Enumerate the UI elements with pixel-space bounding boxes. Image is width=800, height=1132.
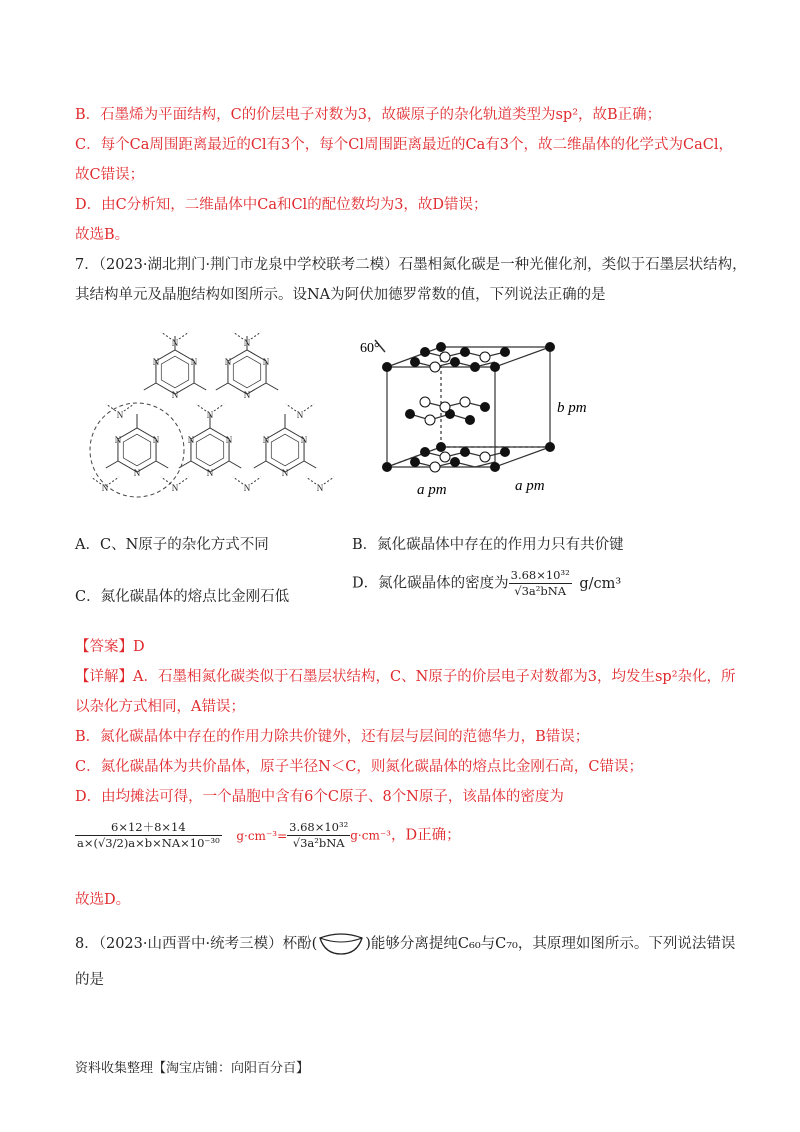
nitrogen-atom-label: N xyxy=(101,483,109,493)
detail-d-line: D．由均摊法可得，一个晶胞中含有6个C原子、8个N原子，该晶体的密度为 xyxy=(75,789,564,805)
choose-d-line: 故选D。 xyxy=(75,892,131,908)
carbon-atom xyxy=(410,357,420,367)
nitrogen-atom-label: N xyxy=(114,435,122,445)
option-d-fraction xyxy=(509,568,572,599)
b-length-label: b pm xyxy=(557,400,587,416)
nitrogen-atom xyxy=(460,397,470,407)
bridge-bond xyxy=(304,461,316,468)
carbon-atom xyxy=(460,447,470,457)
formula-fraction-2 xyxy=(287,820,350,851)
dangling-bond xyxy=(251,477,261,484)
nitrogen-atom-label: N xyxy=(262,435,270,445)
nitrogen-atom-label: N xyxy=(171,390,179,400)
unit-cell-figure xyxy=(355,322,615,502)
calixarene-bowl-icon xyxy=(317,932,365,956)
nitrogen-atom-label: N xyxy=(206,410,214,420)
detail-b-line: B．氮化碳晶体中存在的作用力除共价键外，还有层与层间的范德华力，B错误； xyxy=(75,729,590,745)
a-length-label-1: a pm xyxy=(417,482,447,498)
formula-denominator-1: a×(√3/2)a×b×NA×10⁻³⁰ xyxy=(77,836,220,850)
nitrogen-atom-label: N xyxy=(316,483,324,493)
triazine-inner-bond xyxy=(123,434,150,466)
question-8-line-2: 的是 xyxy=(75,972,104,988)
option-d-unit: g/cm³ xyxy=(579,575,622,592)
carbon-atom xyxy=(545,442,555,452)
nitrogen-atom-label: N xyxy=(225,435,233,445)
nitrogen-atom xyxy=(440,352,450,362)
triazine-ring xyxy=(118,428,156,472)
dangling-bond xyxy=(214,404,224,411)
dangling-bond xyxy=(179,332,189,339)
carbon-atom xyxy=(500,447,510,457)
formula-unit-1: g·cm⁻³= xyxy=(236,828,288,843)
carbon-atom xyxy=(420,347,430,357)
detail-line-1: 【详解】A．石墨相氮化碳类似于石墨层状结构，C、N原子的价层电子对数都为3，均发生sp²杂化，所 xyxy=(75,669,736,685)
nitrogen-atom-label: N xyxy=(152,435,160,445)
option-d xyxy=(352,568,621,599)
dangling-bond xyxy=(306,477,316,484)
nitrogen-atom-label: N xyxy=(171,338,179,348)
nitrogen-atom-label: N xyxy=(262,357,270,367)
nitrogen-atom-label: N xyxy=(190,357,198,367)
density-formula xyxy=(75,820,461,870)
carbon-atom xyxy=(470,362,480,372)
question-8-part-a: 8．（2023·山西晋中·统考三模）杯酚( xyxy=(75,936,318,952)
answer-label: 【答案】D xyxy=(75,639,145,655)
option-b: B．氮化碳晶体中存在的作用力只有共价键 xyxy=(352,537,624,553)
formula-tail: ，D正确； xyxy=(390,827,461,844)
angle-label: 60° xyxy=(360,341,380,356)
dangling-bond xyxy=(196,404,206,411)
carbon-atom xyxy=(382,362,392,372)
carbon-atom xyxy=(450,457,460,467)
nitrogen-atom-label: N xyxy=(243,483,251,493)
formula-unit-2: g·cm⁻³ xyxy=(350,828,391,843)
nitrogen-atom xyxy=(420,397,430,407)
answer-c-line-2: 故C错误； xyxy=(75,167,145,183)
dangling-bond xyxy=(124,404,134,411)
carbon-atom xyxy=(490,462,500,472)
carbon-atom xyxy=(410,457,420,467)
nitrogen-atom-label: N xyxy=(171,483,179,493)
nitrogen-atom-label: N xyxy=(116,410,124,420)
option-d-numerator: 3.68×10³² xyxy=(510,568,570,582)
carbon-atom xyxy=(420,447,430,457)
nitrogen-atom-label: N xyxy=(281,468,289,478)
nitrogen-atom xyxy=(440,402,450,412)
nitrogen-atom xyxy=(480,452,490,462)
bridge-bond xyxy=(229,461,241,468)
a-length-label-2: a pm xyxy=(515,478,545,494)
carbon-atom xyxy=(460,347,470,357)
carbon-atom xyxy=(480,402,490,412)
formula-numerator-2: 3.68×10³² xyxy=(289,820,349,834)
carbon-atom xyxy=(436,342,446,352)
triazine-ring xyxy=(228,350,266,394)
nitrogen-atom-label: N xyxy=(206,468,214,478)
nitrogen-atom-label: N xyxy=(152,357,160,367)
carbon-atom xyxy=(436,442,446,452)
question-7-line-1: 7．（2023·湖北荆门·荆门市龙泉中学校联考二模）石墨相氮化碳是一种光催化剂，类似于石墨层状结构， xyxy=(75,257,747,273)
nitrogen-atom xyxy=(425,415,435,425)
bridge-bond xyxy=(254,461,266,468)
nitrogen-atom-label: N xyxy=(224,357,232,367)
nitrogen-atom xyxy=(480,352,490,362)
nitrogen-atom-label: N xyxy=(296,410,304,420)
dangling-bond xyxy=(324,477,334,484)
triazine-ring xyxy=(191,428,229,472)
dangling-bond xyxy=(161,332,171,339)
carbon-atom xyxy=(382,462,392,472)
triazine-ring xyxy=(156,350,194,394)
bridge-bond xyxy=(194,383,206,390)
bridge-bond xyxy=(106,461,118,468)
dangling-bond xyxy=(91,477,101,484)
dangling-bond xyxy=(109,477,119,484)
question-7-line-2: 其结构单元及晶胞结构如图所示。设NA为阿伏加德罗常数的值，下列说法正确的是 xyxy=(75,287,606,303)
bridge-bond xyxy=(144,383,156,390)
question-8-part-b: )能够分离提纯C₆₀与C₇₀，其原理如图所示。下列说法错误 xyxy=(365,936,736,952)
dangling-bond xyxy=(179,477,189,484)
formula-denominator-2: √3a²bNA xyxy=(292,836,345,850)
triazine-inner-bond xyxy=(161,356,188,388)
answer-d-line: D．由C分析知，二维晶体中Ca和Cl的配位数均为3，故D错误； xyxy=(75,197,488,213)
option-d-prefix: D．氮化碳晶体的密度为 xyxy=(352,575,509,592)
detail-line-2: 以杂化方式相同，A错误； xyxy=(75,699,245,715)
option-d-denominator: √3a²bNA xyxy=(514,584,567,598)
carbon-atom xyxy=(490,362,500,372)
option-a: A．C、N原子的杂化方式不同 xyxy=(75,537,269,553)
triazine-ring xyxy=(266,428,304,472)
dangling-bond xyxy=(161,477,171,484)
nitrogen-atom xyxy=(430,462,440,472)
choose-b-line: 故选B。 xyxy=(75,227,130,243)
answer-c-line-1: C．每个Ca周围距离最近的Cl有3个，每个Cl周围距离最近的Ca有3个，故二维晶体的化学式为CaCl， xyxy=(75,137,733,153)
answer-b-line: B．石墨烯为平面结构，C的价层电子对数为3，故碳原子的杂化轨道类型为sp²，故B正确； xyxy=(75,107,662,123)
detail-c-line: C．氮化碳晶体为共价晶体，原子半径N＜C，则氮化碳晶体的熔点比金刚石高，C错误； xyxy=(75,759,643,775)
dangling-bond xyxy=(233,477,243,484)
triazine-inner-bond xyxy=(196,434,223,466)
formula-fraction-1 xyxy=(75,820,222,851)
carbon-nitride-structure-figure xyxy=(85,322,345,512)
footer-text: 资料收集整理【淘宝店铺：向阳百分百】 xyxy=(75,1061,310,1076)
carbon-atom xyxy=(405,409,415,419)
bridge-bond xyxy=(156,461,168,468)
dangling-bond xyxy=(304,404,314,411)
carbon-atom xyxy=(545,342,555,352)
carbon-atom xyxy=(465,415,475,425)
carbon-atom xyxy=(500,347,510,357)
nitrogen-atom-label: N xyxy=(300,435,308,445)
dangling-bond xyxy=(286,404,296,411)
nitrogen-atom-label: N xyxy=(133,468,141,478)
nitrogen-atom-label: N xyxy=(243,390,251,400)
carbon-atom xyxy=(450,357,460,367)
triazine-inner-bond xyxy=(271,434,298,466)
triazine-inner-bond xyxy=(233,356,260,388)
nitrogen-atom xyxy=(440,452,450,462)
bridge-bond xyxy=(216,383,228,390)
bridge-bond xyxy=(266,383,278,390)
dangling-bond xyxy=(106,404,116,411)
nitrogen-atom xyxy=(430,362,440,372)
formula-numerator-1: 6×12＋8×14 xyxy=(75,820,222,836)
nitrogen-atom-label: N xyxy=(187,435,195,445)
dangling-bond xyxy=(233,332,243,339)
nitrogen-atom-label: N xyxy=(243,338,251,348)
option-c: C．氮化碳晶体的熔点比金刚石低 xyxy=(75,589,290,605)
dangling-bond xyxy=(251,332,261,339)
question-8-line-1 xyxy=(75,930,735,958)
